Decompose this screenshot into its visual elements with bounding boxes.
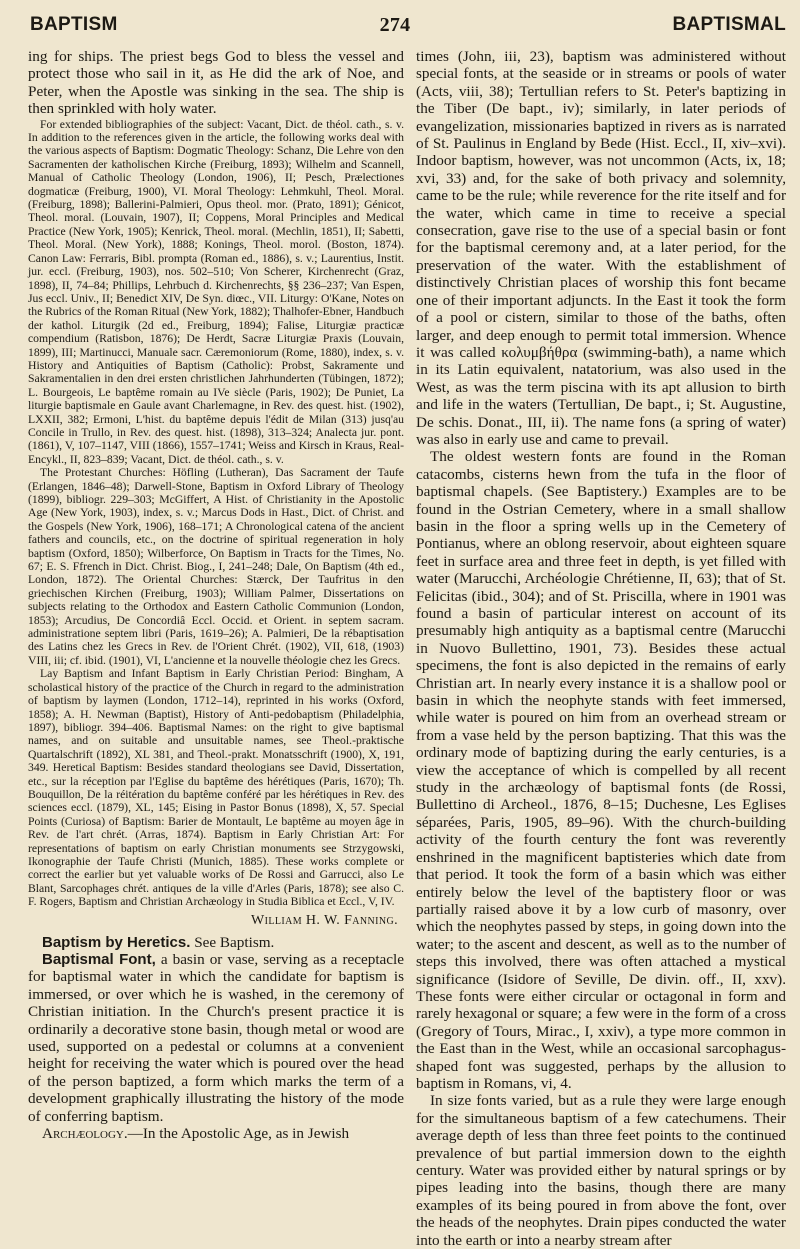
entry-heading: Baptismal Font, — [42, 951, 156, 968]
archaeology-paragraph — [28, 1125, 404, 1142]
author-signature: William H. W. Fanning. — [250, 912, 398, 928]
section-heading: Archæology. — [42, 1125, 128, 1143]
body-paragraph: The oldest western fonts are found in the Roman catacombs, cisterns hewn from the tufa in the floor of baptismal chapels. (See Baptistery.) Examples are to be found in the Ostrian Cemetery, where in a small shallow basin in the floor a spring wells up in the Cemetery of Pontianus, where an oblong reservoir, about eighteen square feet in surface area and three feet in depth, is yet filled with water (Marucchi, Archéologie Chrétienne, II, 63); that of St. Felicitas (ibid., 304); and of St. Priscilla, where in 1901 was found a basin of particular interest on account of its presumably high antiquity as a baptismal centre (Marucchi in Nuovo Bullettino, 1901, 73). Besides these actual specimens, the font is also depicted in the remains of early Christian art. In nearly every instance it is a shallow pool or basin in which the neophyte stands with feet immersed, while water is poured on him from an overhead stream or from a vase held by the person baptizing. That this was the ordinary mode of baptizing during the early centuries, is a view the acceptance of which is compelled by all recent study in the archæology of baptismal fonts (de Rossi, Bullettino di Archeol., 1876, 8–15; Duchesne, Les Eglises séparées, Paris, 1905, 89–96). With the church-building activity of the fourth century the font was reverently enshrined in the magnificent baptisteries which date from that period. It took the form of a basin which was either entirely below the level of the baptistery floor or was partially raised above it by a low curb of masonry, over which the neophytes passed by steps, in going down into the water; to the ascent and descent, as well as to the number of steps this involved, there was often attached a mystical significance (Isidore of Seville, De divin. off., II, xxv). These fonts were either circular or octagonal in form and rarely hexagonal or square; a few were in the form of a cross (Gregory of Tours, Mirac., I, xxiv), a type more common in the East than in the West, while an occasional sarcophagus-shaped font was suggested, perhaps by the allusion to baptism in Romans, vi, 4. — [416, 448, 786, 1092]
running-header — [30, 12, 786, 38]
right-column — [416, 48, 786, 1249]
cross-reference[interactable]: See Baptism. — [194, 933, 275, 951]
header-left-word: BAPTISM — [30, 14, 118, 35]
bibliography-paragraph: The Protestant Churches: Höfling (Lutheran), Das Sacrament der Taufe (Erlangen, 1846–48); Darwell-Stone, Baptism in Oxford Library of Theology (1899), bibliogr. 229–303; McGiffert, A Hist. of Christianity in the Apostolic Age (New York, 1903), index, s. v.; Marcus Dods in Hast., Dict. of Christ. and the Gospels (New York, 1906), 168–171; A Chronological catena of the ancient fathers and councils, etc., on the doctrine of spiritual regeneration in holy baptism (Oxford, 1850); Wilberforce, On Baptism in Tracts for the Times, No. 67; E. S. Ffrench in Dict. Christ. Biog., I, 241–248; Dale, On Baptism (4th ed., London, 1872). The Oriental Churches: Stærck, Der Taufritus in den griechischen Kirchen (Freiburg, 1903); William Palmer, Dissertations on subjects relating to the Orthodox and Eastern Catholic Communion (London, 1853); Arcudius, De Concordiâ Eccl. Occid. et Orient. in septem sacram. administratione septem libri (Paris, 1619–26); A. Palmieri, De la rébaptisation des Latins chez les Grecs in Rev. de l'Orient Chrét. (1902), VII, 618, (1903) VIII, iii; cf. ibid. (1901), VI, L'ancienne et la nouvelle théologie chez les Grecs. — [28, 466, 404, 667]
header-right-word: BAPTISMAL — [672, 14, 786, 35]
entry-baptism-by-heretics — [28, 934, 404, 951]
page-number: 274 — [379, 13, 411, 36]
opening-paragraph: ing for ships. The priest begs God to bless the vessel and protect those who sail in it, as He did the ark of Noe, and Peter, when the Apostle was sinking in the sea. The ship is then sprinkled with holy water. — [28, 48, 404, 118]
entry-heading: Baptism by Heretics. — [42, 933, 191, 951]
entry-baptismal-font — [28, 951, 404, 1125]
left-column — [28, 48, 404, 1238]
section-text: —In the Apostolic Age, as in Jewish — [127, 1125, 350, 1143]
body-paragraph: In size fonts varied, but as a rule they were large enough for the simultaneous baptism of a few catechumens. Their average depth of less than three feet points to the continued prevalence of but partial immersion down to the eighth century. Water was provided either by natural springs or by pipes leading into the basins, though there are many examples of its being poured in from above the font, over the heads of the neophytes. Drain pipes conducted the water into the earth or into a nearby stream after — [416, 1092, 786, 1249]
entry-body: a basin or vase, serving as a receptacle for baptismal water in which the candidate for baptism is immersed, or over which he is washed, in the ceremony of Christian initiation. In the Church's present practice it is ordinarily a decorative stone basin, though metal or wood are used, supported on a pedestal or columns at a convenient height for receiving the water which is poured over the head of the person baptized, a form which marks the term of a development graphically illustrating the history of the mode of conferring baptism. — [28, 951, 404, 1125]
bibliography-paragraph: Lay Baptism and Infant Baptism in Early Christian Period: Bingham, A scholastical history of the practice of the Church in regard to the administration of baptism by laymen (London, 1712–14), reprinted in his works (Oxford, 1858); A. H. Newman (Baptist), History of Anti-pedobaptism (Philadelphia, 1897), bibliogr. 394–406. Baptismal Names: on the right to give baptismal names, and on suitable and unsuitable names, see Theol.-praktische Quartalschrift (1892), XL 381, and Theol.-prakt. Monatsschrift (1900), X, 191, 349. Heretical Baptism: Besides standard theologians see David, Dissertation, etc., sur la réception par l'Eglise du baptême des hérétiques (Paris, 1670); Th. Bouquillon, De la réitération du baptême conféré par les hérétiques in Rev. des sciences eccl. (1879), XL, 145; Eising in Pastor Bonus (1898), X, 57. Special Points (Curiosa) of Baptism: Barier de Montault, Le baptême au moyen âge in Rev. de l'art chrét. (Arras, 1874). Baptism in Early Christian Art: For representations of baptism on early Christian monuments see Strzygowski, Ikonographie der Taufe Christi (Munich, 1885). These works complete or correct the earlier but yet valuable works of De Rossi and Garrucci, also Le Blant, Sarcophages chrét. antiques de la ville d'Arles (Paris, 1878); see also C. F. Rogers, Baptism and Christian Archæology in Studia Biblica et Eccl., V, IV. — [28, 667, 404, 909]
body-paragraph: times (John, iii, 23), baptism was administered without special fonts, at the seaside or in streams or pools of water (Acts, viii, 38); Tertullian refers to St. Peter's baptizing in the Tiber (De bapt., iv); similarly, in later periods of evangelization, missionaries baptized in rivers as is narrated of St. Paulinus in England by Bede (Hist. Eccl., II, xiv–xvi). Indoor baptism, however, was not uncommon (Acts, ix, 18; xvi, 33) and, for the sake of both privacy and solemnity, came to be the rule; while reverence for the rite itself and for the water, which came in time to receive a special consecration, gave rise to the use of a special basin or font for the baptismal ceremony and, at a later period, for the preservation of the water. With the establishment of distinctively Christian places of worship this font became one of their important adjuncts. In the East it took the form of a pool or cistern, similar to those of the baths, often larger, and deep enough to permit total immersion. Whence it was called κολυμβήθρα (swimming-bath), a name which in its Latin equivalent, natatorium, was also used in the West, as was the term piscina with its apt allusion to birth and life in the waters (Tertullian, De bapt., i; St. Augustine, De schis. Donat., III, ii). The name fons (a spring of water) was also in early use and came to prevail. — [416, 48, 786, 448]
bibliography-paragraph: For extended bibliographies of the subject: Vacant, Dict. de théol. cath., s. v. In addition to the references given in the article, the following works deal with the various aspects of Baptism: Dogmatic Theology: Schanz, Die Lehre von den Sacramenten der katholischen Kirche (Freiburg, 1893); Wilhelm and Scannell, Manual of Catholic Theology (London, 1906), II; Pesch, Prælectiones dogmaticæ (Freiburg, 1900), VI. Moral Theology: Lehmkuhl, Theol. Moral. (Freiburg, 1898); Ballerini-Palmieri, Opus theol. mor. (Prato, 1891); Génicot, Theol. moral. (Louvain, 1907), II; Coppens, Moral Principles and Medical Practice (New York, 1905); Kenrick, Theol. moral. (Mechlin, 1851), II; Sabetti, Theol. Moral. (New York), 1888; Konings, Theol. morol. (Boston, 1874). Canon Law: Ferraris, Bibl. prompta (Roman ed., 1886), s. v.; Laurentius, Instit. jur. eccl. (Freiburg, 1903), nos. 502–510; Von Scherer, Kirchenrecht (Graz, 1898), II, 74–84; Phillips, Lehrbuch d. Kirchenrechts, §§ 236–237; Van Espen, Jus eccl. Univ., II; Benedict XIV, De Syn. diœc., VII. Liturgy: O'Kane, Notes on the Rubrics of the Roman Ritual (New York, 1882); Thalhofer-Ebner, Handbuch der kathol. Liturgik (2d ed., Freiburg, 1894); Falise, Liturgiæ practicæ compendium (Ratisbon, 1876); De Herdt, Sacræ Liturgiæ Praxis (Louvain, 1899), III; Martinucci, Manuale sacr. Cæremoniorum (Rome, 1880), index, s. v. History and Antiquities of Baptism (Catholic): Probst, Sakramente und Sakramentalien in den drei ersten christlichen Jahrhunderten (Tübingen, 1872); L. Bourgeois, Le baptême romain au IVe siècle (Paris, 1902); De Puniet, La liturgie baptismale en Gaule avant Charlemagne, in Rev. des quest. hist. (1902), LXXII, 382; Ermoni, L'hist. du baptême depuis l'édit de Milan (313) jusq'au Concile in Trullo, in Rev. des quest. hist. (1898), 313–324; Analecta jur. pont. (1861), V, 107–1147, VIII (1866), 1557–1741; Weiss and Kirsch in Kraus, Real-Encykl., II, 823–839; Vacant, Dict. de théol. cath., s. v. — [28, 117, 404, 466]
